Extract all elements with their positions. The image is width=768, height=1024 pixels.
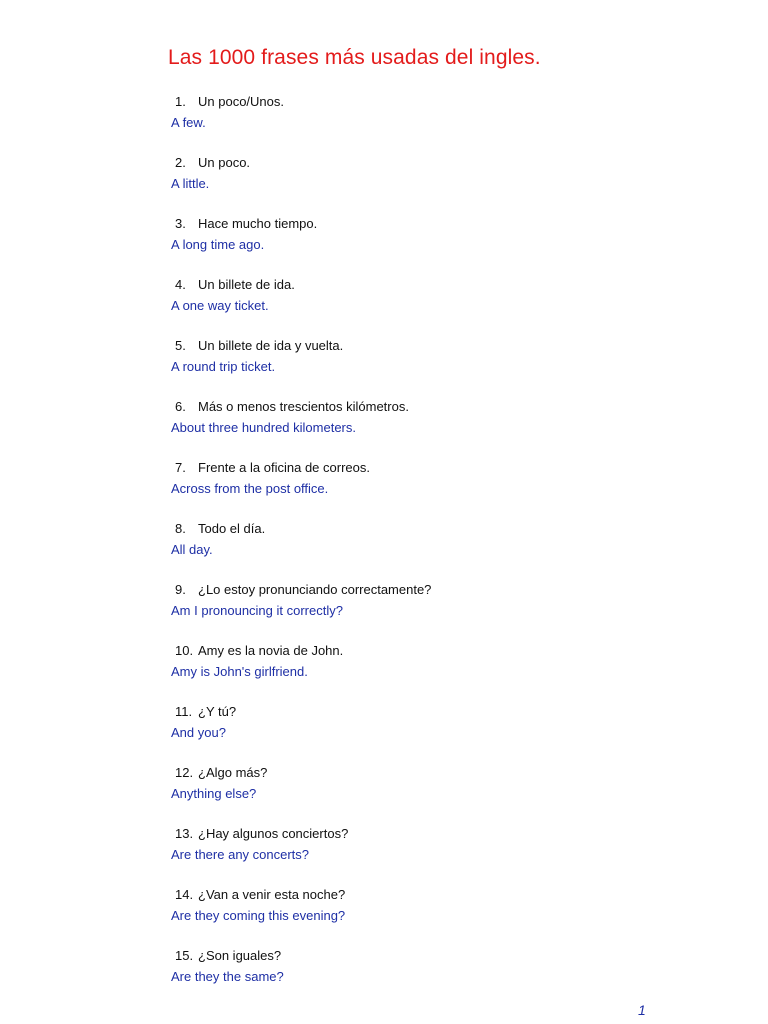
item-number: 5. (175, 338, 186, 353)
list-item (0, 886, 768, 947)
list-item (0, 398, 768, 459)
spanish-phrase (175, 581, 431, 599)
spanish-text: ¿Van a venir esta noche? (198, 887, 346, 902)
english-translation: A one way ticket. (171, 298, 269, 313)
spanish-text: Todo el día. (198, 521, 266, 536)
english-translation: Across from the post office. (171, 481, 329, 496)
spanish-phrase (175, 154, 250, 172)
english-translation: Are they the same? (171, 969, 284, 984)
english-translation: Am I pronouncing it correctly? (171, 603, 343, 618)
spanish-phrase (175, 276, 295, 294)
item-number: 8. (175, 521, 186, 536)
page-number: 1 (638, 1002, 646, 1018)
list-item (0, 276, 768, 337)
spanish-phrase (175, 703, 236, 721)
list-item (0, 825, 768, 886)
english-translation: And you? (171, 725, 226, 740)
item-number: 4. (175, 277, 186, 292)
list-item (0, 947, 768, 1008)
spanish-phrase (175, 93, 284, 111)
item-number: 6. (175, 399, 186, 414)
item-number: 7. (175, 460, 186, 475)
page-title: Las 1000 frases más usadas del ingles. (168, 46, 541, 69)
item-number: 11. (175, 704, 193, 719)
spanish-text: Más o menos trescientos kilómetros. (198, 399, 409, 414)
spanish-text: Un poco/Unos. (198, 94, 284, 109)
list-item (0, 764, 768, 825)
spanish-text: ¿Hay algunos conciertos? (198, 826, 349, 841)
english-translation: Anything else? (171, 786, 257, 801)
spanish-phrase (175, 337, 343, 355)
spanish-phrase (175, 398, 409, 416)
item-number: 9. (175, 582, 186, 597)
item-number: 13. (175, 826, 194, 841)
english-translation: All day. (171, 542, 213, 557)
spanish-phrase (175, 459, 370, 477)
list-item (0, 93, 768, 154)
item-number: 14. (175, 887, 194, 902)
item-number: 15. (175, 948, 194, 963)
spanish-phrase (175, 825, 348, 843)
english-translation: About three hundred kilometers. (171, 420, 356, 435)
list-item (0, 215, 768, 276)
list-item (0, 581, 768, 642)
spanish-text: Amy es la novia de John. (198, 643, 344, 658)
list-item (0, 459, 768, 520)
spanish-text: ¿Son iguales? (198, 948, 282, 963)
list-item (0, 154, 768, 215)
english-translation: A round trip ticket. (171, 359, 276, 374)
item-number: 2. (175, 155, 186, 170)
spanish-text: ¿Y tú? (198, 704, 237, 719)
spanish-phrase (175, 764, 267, 782)
spanish-text: Un billete de ida. (198, 277, 295, 292)
list-item (0, 337, 768, 398)
list-item (0, 703, 768, 764)
item-number: 3. (175, 216, 186, 231)
spanish-text: ¿Algo más? (198, 765, 268, 780)
english-translation: A little. (171, 176, 210, 191)
english-translation: Are there any concerts? (171, 847, 310, 862)
spanish-text: Un poco. (198, 155, 251, 170)
phrase-list (0, 93, 768, 1008)
english-translation: A long time ago. (171, 237, 265, 252)
list-item (0, 520, 768, 581)
spanish-text: Un billete de ida y vuelta. (198, 338, 344, 353)
item-number: 1. (175, 94, 186, 109)
english-translation: A few. (171, 115, 206, 130)
spanish-phrase (175, 947, 281, 965)
spanish-phrase (175, 520, 265, 538)
spanish-text: Hace mucho tiempo. (198, 216, 318, 231)
english-translation: Amy is John's girlfriend. (171, 664, 308, 679)
spanish-phrase (175, 642, 343, 660)
spanish-phrase (175, 215, 317, 233)
spanish-phrase (175, 886, 345, 904)
english-translation: Are they coming this evening? (171, 908, 346, 923)
item-number: 12. (175, 765, 194, 780)
item-number: 10. (175, 643, 194, 658)
spanish-text: ¿Lo estoy pronunciando correctamente? (198, 582, 432, 597)
spanish-text: Frente a la oficina de correos. (198, 460, 370, 475)
list-item (0, 642, 768, 703)
